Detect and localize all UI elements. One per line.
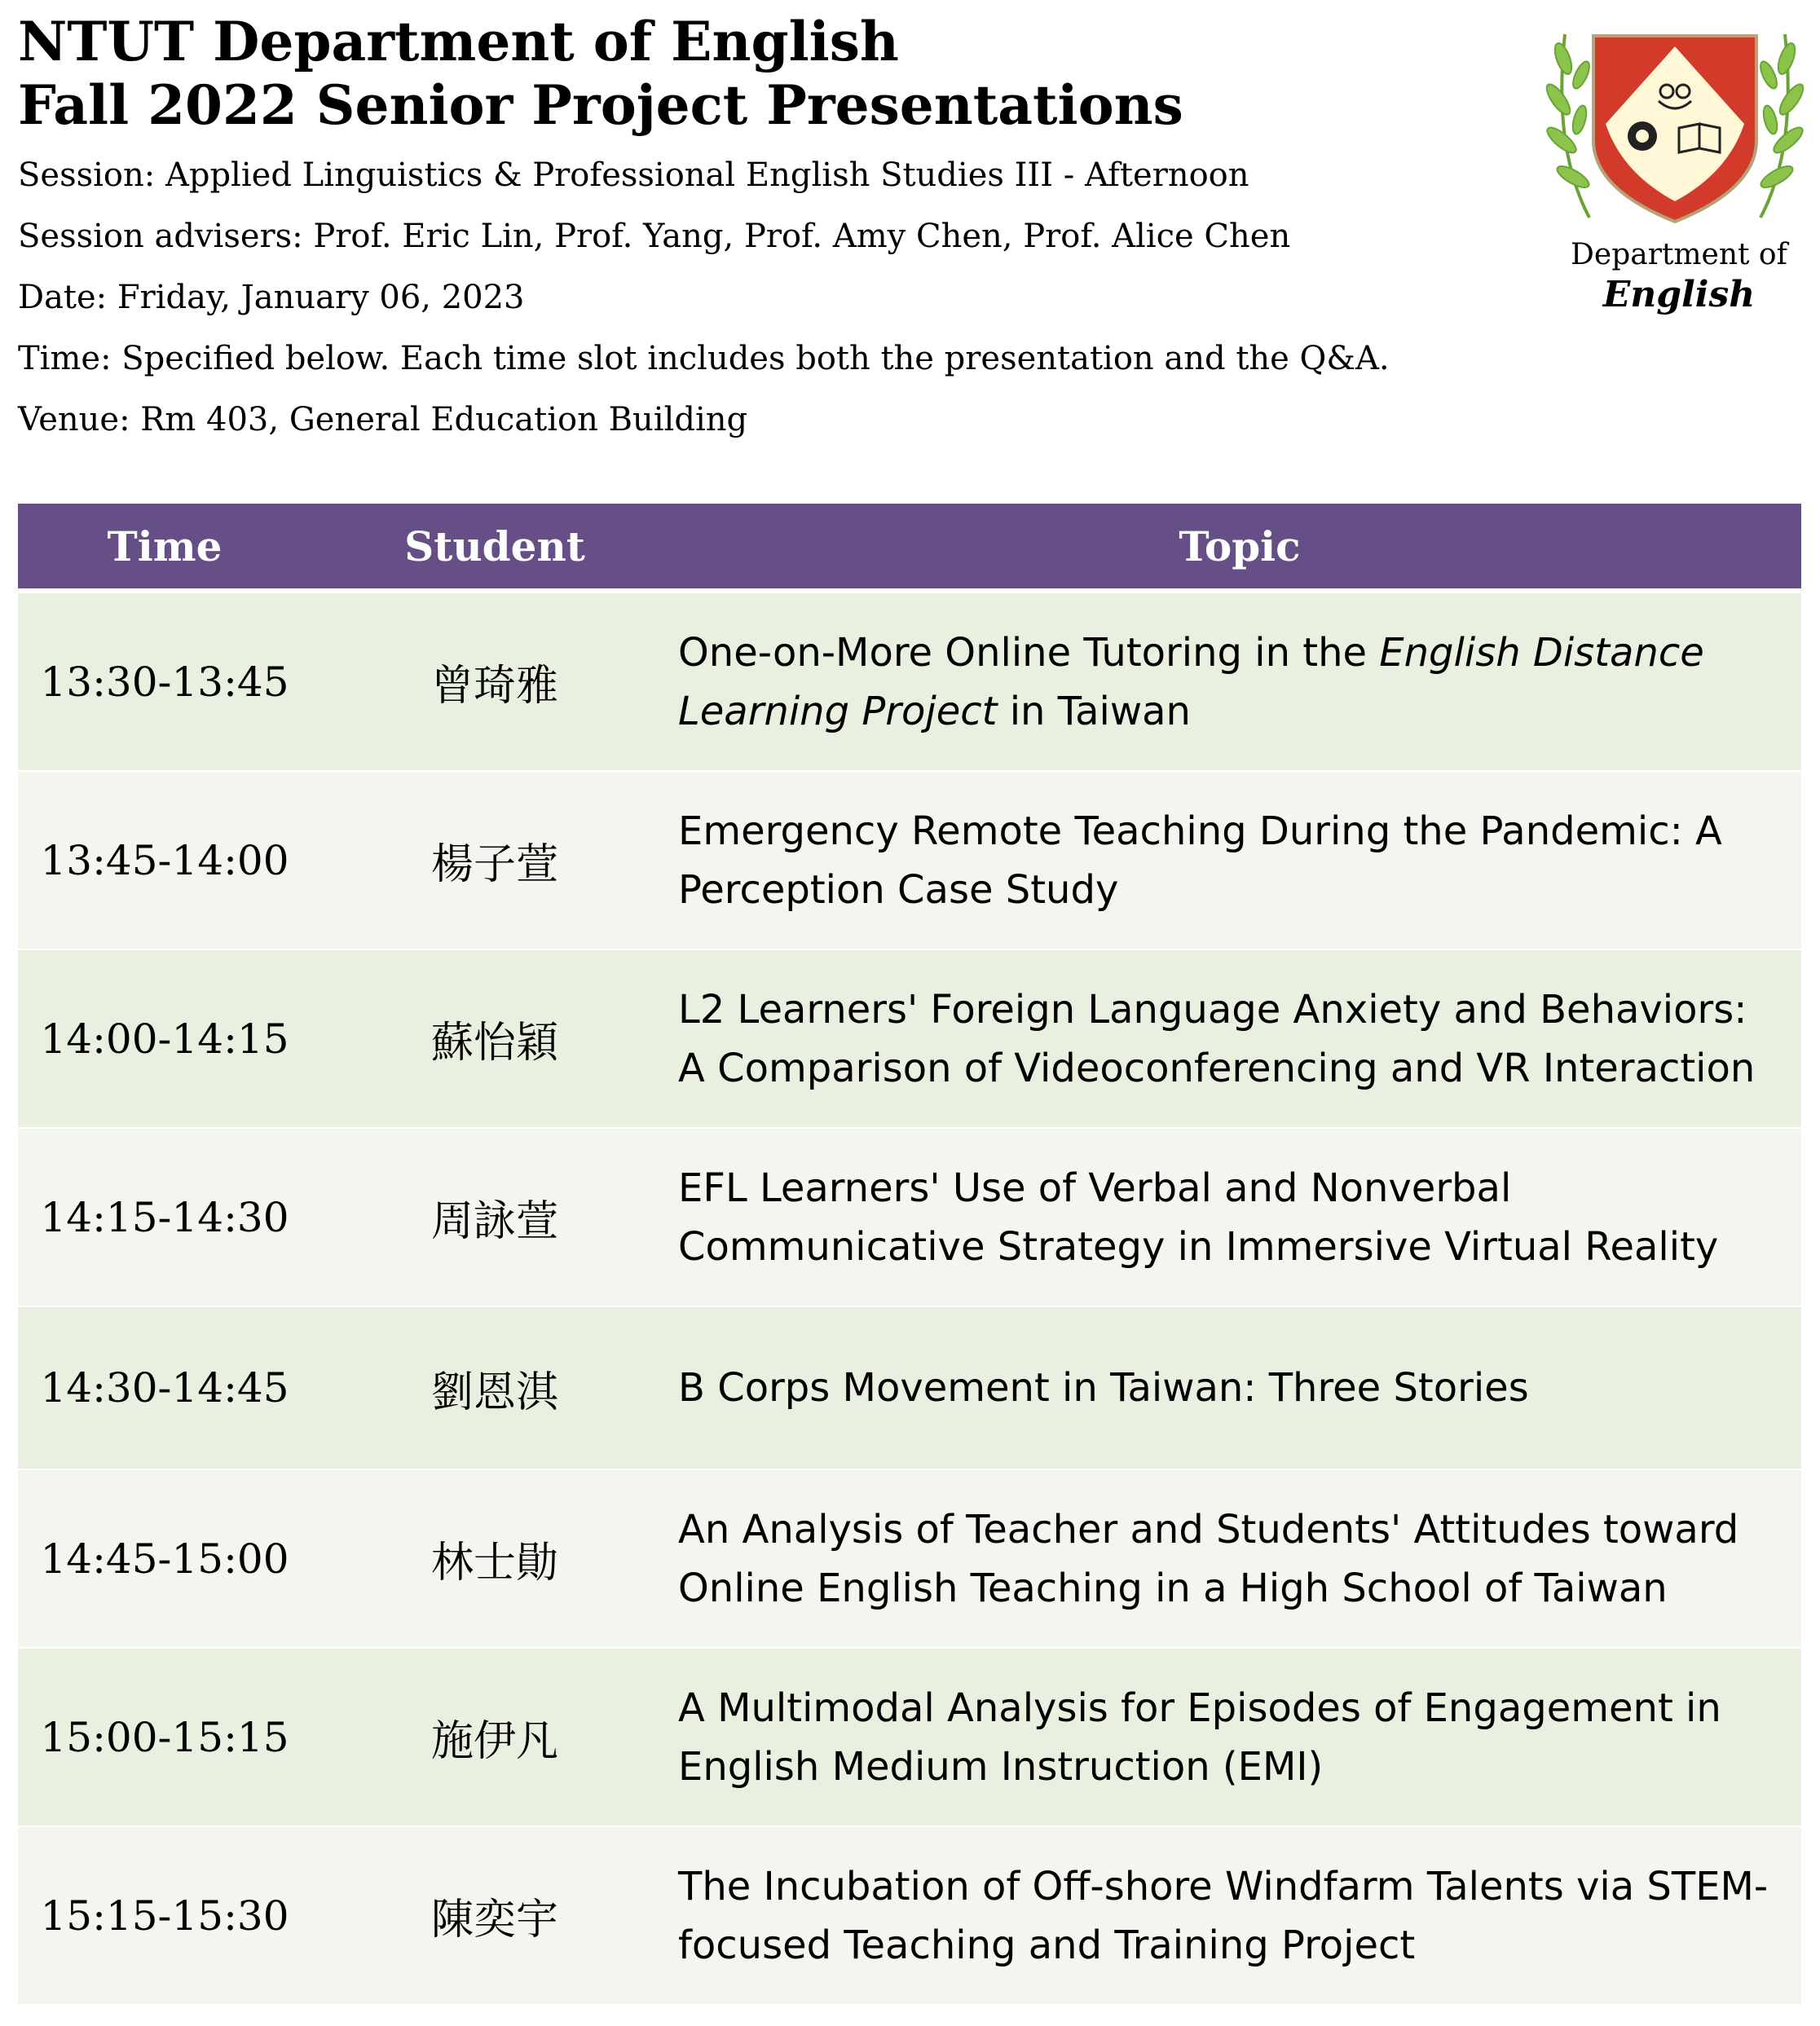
topic-cell <box>678 1857 1801 1975</box>
gear-icon <box>1628 121 1657 151</box>
time-cell: 13:30-13:45 <box>40 658 289 706</box>
schedule-table <box>18 504 1801 2006</box>
topic-text: Emergency Remote Teaching During the Pandemic: A Perception Case Study <box>678 808 1722 913</box>
student-cell: 施伊凡 <box>430 1717 558 1766</box>
time-cell: 14:45-15:00 <box>40 1535 289 1583</box>
time-cell: 14:30-14:45 <box>40 1364 289 1412</box>
table-row <box>18 1827 1801 2006</box>
topic-cell <box>678 980 1801 1098</box>
session-info: Session: Applied Linguistics & Professional English Studies III - Afternoon <box>18 156 1249 194</box>
topic-cell <box>678 1359 1801 1417</box>
topic-text: A Multimodal Analysis for Episodes of Engagement in English Medium Instruction (EMI) <box>678 1685 1721 1790</box>
student-cell: 林士勛 <box>430 1539 558 1588</box>
student-cell: 楊子萱 <box>430 840 558 889</box>
table-row <box>18 1470 1801 1649</box>
topic-cell <box>678 1500 1801 1618</box>
time-cell: 14:00-14:15 <box>40 1015 289 1063</box>
table-header <box>18 504 1801 593</box>
date-info: Date: Friday, January 06, 2023 <box>18 279 525 316</box>
title-line-1: NTUT Department of English <box>18 10 899 73</box>
topic-text: EFL Learners' Use of Verbal and Nonverbal Communicative Strategy in Immersive Virtual Reality <box>678 1165 1719 1270</box>
topic-text: L2 Learners' Foreign Language Anxiety and Behaviors: A Comparison of Videoconferencing and VR Interaction <box>678 986 1756 1091</box>
topic-text: The Incubation of Off-shore Windfarm Talents via STEM-focused Teaching and Training Project <box>678 1863 1769 1968</box>
time-cell: 15:00-15:15 <box>40 1713 289 1761</box>
time-cell: 13:45-14:00 <box>40 836 289 884</box>
table-row <box>18 1307 1801 1470</box>
topic-cell <box>678 623 1801 741</box>
title-line-2: Fall 2022 Senior Project Presentations <box>18 73 1183 137</box>
time-cell: 14:15-14:30 <box>40 1193 289 1241</box>
topic-cell <box>678 1679 1801 1796</box>
table-row <box>18 950 1801 1129</box>
header-time: Time <box>107 522 223 570</box>
department-logo-icon <box>1540 10 1809 319</box>
topic-cell <box>678 802 1801 919</box>
time-info: Time: Specified below. Each time slot includes both the presentation and the Q&A. <box>18 340 1390 377</box>
table-row <box>18 593 1801 772</box>
advisers-info: Session advisers: Prof. Eric Lin, Prof. Yang, Prof. Amy Chen, Prof. Alice Chen <box>18 218 1291 255</box>
time-cell: 15:15-15:30 <box>40 1892 289 1940</box>
table-row <box>18 772 1801 950</box>
topic-text-end: in Taiwan <box>997 688 1191 734</box>
header-topic: Topic <box>1179 522 1301 570</box>
student-cell: 曾琦雅 <box>430 662 558 711</box>
student-cell: 周詠萱 <box>430 1197 558 1246</box>
student-cell: 陳奕宇 <box>430 1896 558 1945</box>
document-header <box>18 10 1526 451</box>
student-cell: 蘇怡穎 <box>430 1019 558 1068</box>
table-row <box>18 1649 1801 1827</box>
header-student: Student <box>404 522 585 570</box>
table-body <box>18 593 1801 2006</box>
venue-info: Venue: Rm 403, General Education Building <box>18 401 748 438</box>
table-row <box>18 1129 1801 1307</box>
student-cell: 劉恩淇 <box>430 1368 558 1417</box>
topic-italic-text: English Distance Learning Project <box>678 629 1704 734</box>
logo-caption-line-2: English <box>1602 274 1756 315</box>
topic-text: One-on-More Online Tutoring in the <box>678 629 1380 676</box>
topic-cell <box>678 1159 1801 1276</box>
logo-caption-line-1: Department of <box>1571 238 1787 271</box>
topic-text: An Analysis of Teacher and Students' Attitudes toward Online English Teaching in a High School of Taiwan <box>678 1506 1739 1611</box>
topic-text: B Corps Movement in Taiwan: Three Stories <box>678 1365 1529 1411</box>
